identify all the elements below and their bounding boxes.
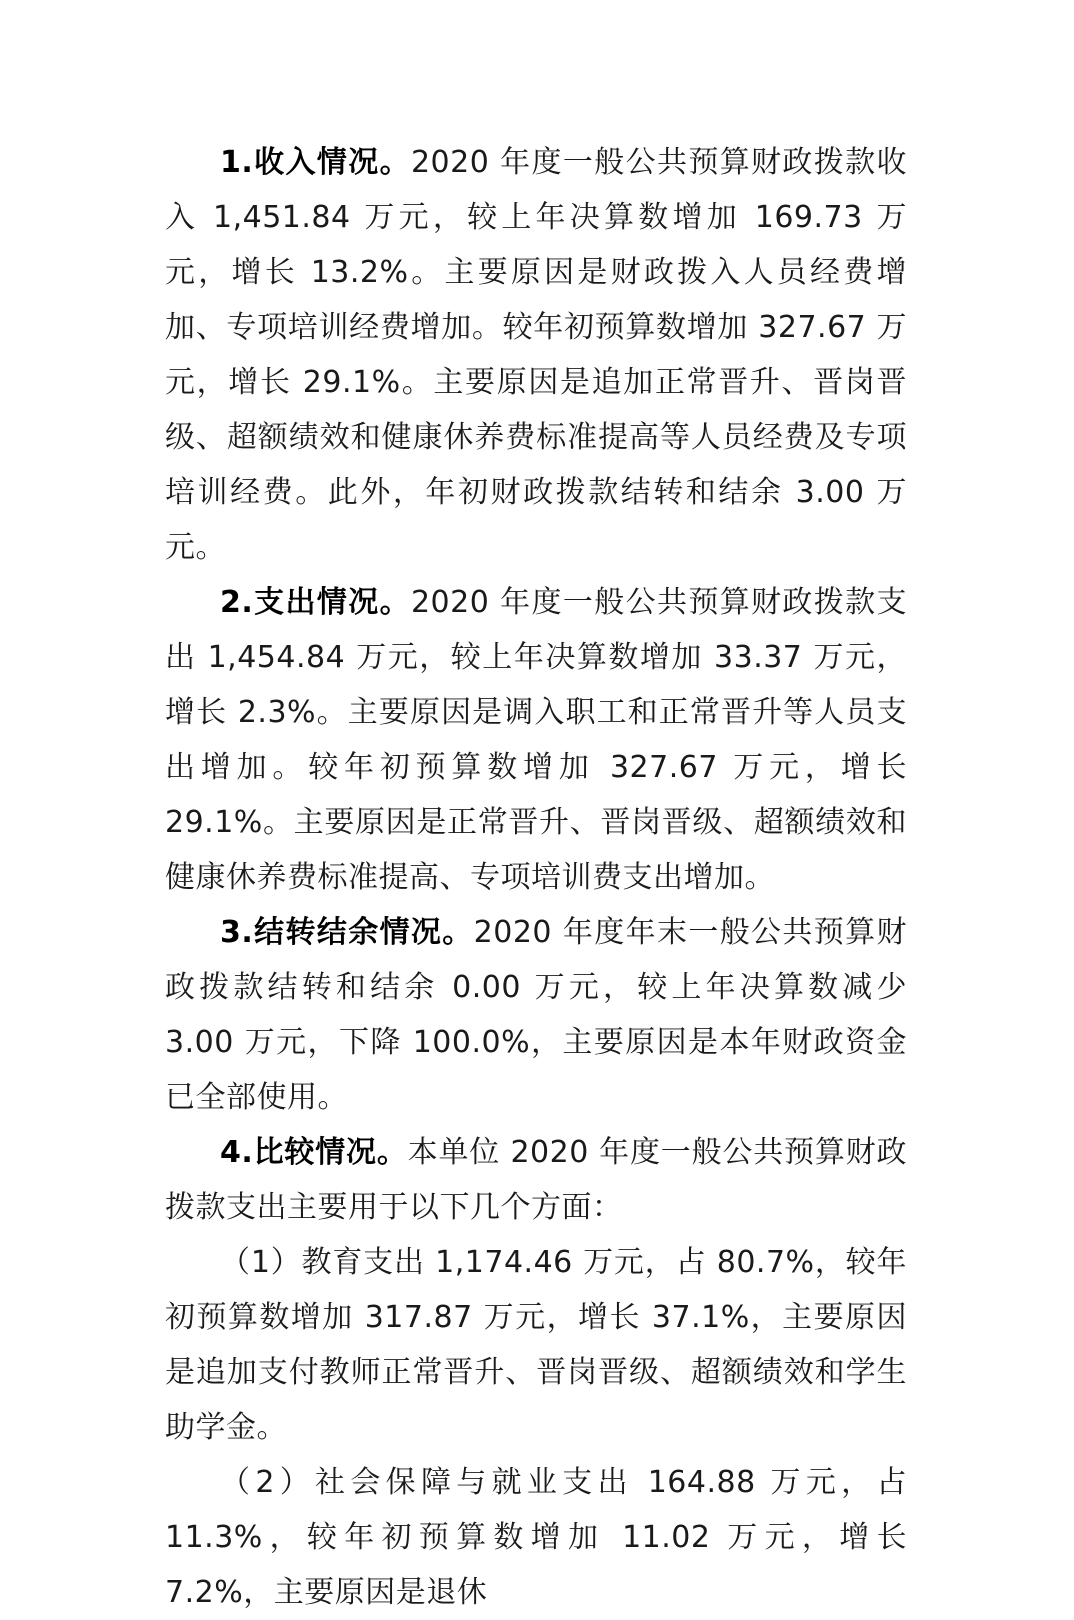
text-education: （1）教育支出 1,174.46 万元，占 80.7%，较年初预算数增加 317.87 万元，增长 37.1%，主要原因是追加支付教师正常晋升、晋岗晋级、超额绩效和学生助学金。 (165, 1245, 907, 1445)
paragraph-comparison (165, 1125, 907, 1235)
paragraph-carryover (165, 905, 907, 1125)
heading-expenditure: 2.支出情况。 (220, 585, 411, 620)
text-expenditure: 2020 年度一般公共预算财政拨款支出 1,454.84 万元，较上年决算数增加 33.37 万元，增长 2.3%。主要原因是调入职工和正常晋升等人员支出增加。较年初预算数增加 327.67 万元，增长 29.1%。主要原因是正常晋升、晋岗晋级、超额绩效和健康休养费标准提高、专项培训费支出增加。 (165, 585, 907, 895)
paragraph-income (165, 135, 907, 575)
paragraph-education (165, 1235, 907, 1455)
text-income: 2020 年度一般公共预算财政拨款收入 1,451.84 万元，较上年决算数增加 169.73 万元，增长 13.2%。主要原因是财政拨入人员经费增加、专项培训经费增加。较年初预算数增加 327.67 万元，增长 29.1%。主要原因是追加正常晋升、晋岗晋级、超额绩效和健康休养费标准提高等人员经费及专项培训经费。此外，年初财政拨款结转和结余 3.00 万元。 (165, 145, 907, 565)
text-carryover: 2020 年度年末一般公共预算财政拨款结转和结余 0.00 万元，较上年决算数减少 3.00 万元，下降 100.0%，主要原因是本年财政资金已全部使用。 (165, 915, 907, 1115)
heading-carryover: 3.结转结余情况。 (220, 915, 474, 950)
text-comparison: 本单位 2020 年度一般公共预算财政拨款支出主要用于以下几个方面： (165, 1135, 907, 1225)
document-body (165, 135, 907, 1620)
heading-income: 1.收入情况。 (220, 145, 411, 180)
paragraph-expenditure (165, 575, 907, 905)
paragraph-social-security (165, 1455, 907, 1620)
text-social-security: （2）社会保障与就业支出 164.88 万元，占 11.3%，较年初预算数增加 11.02 万元，增长 7.2%，主要原因是退休 (165, 1465, 907, 1610)
heading-comparison: 4.比较情况。 (220, 1135, 408, 1170)
